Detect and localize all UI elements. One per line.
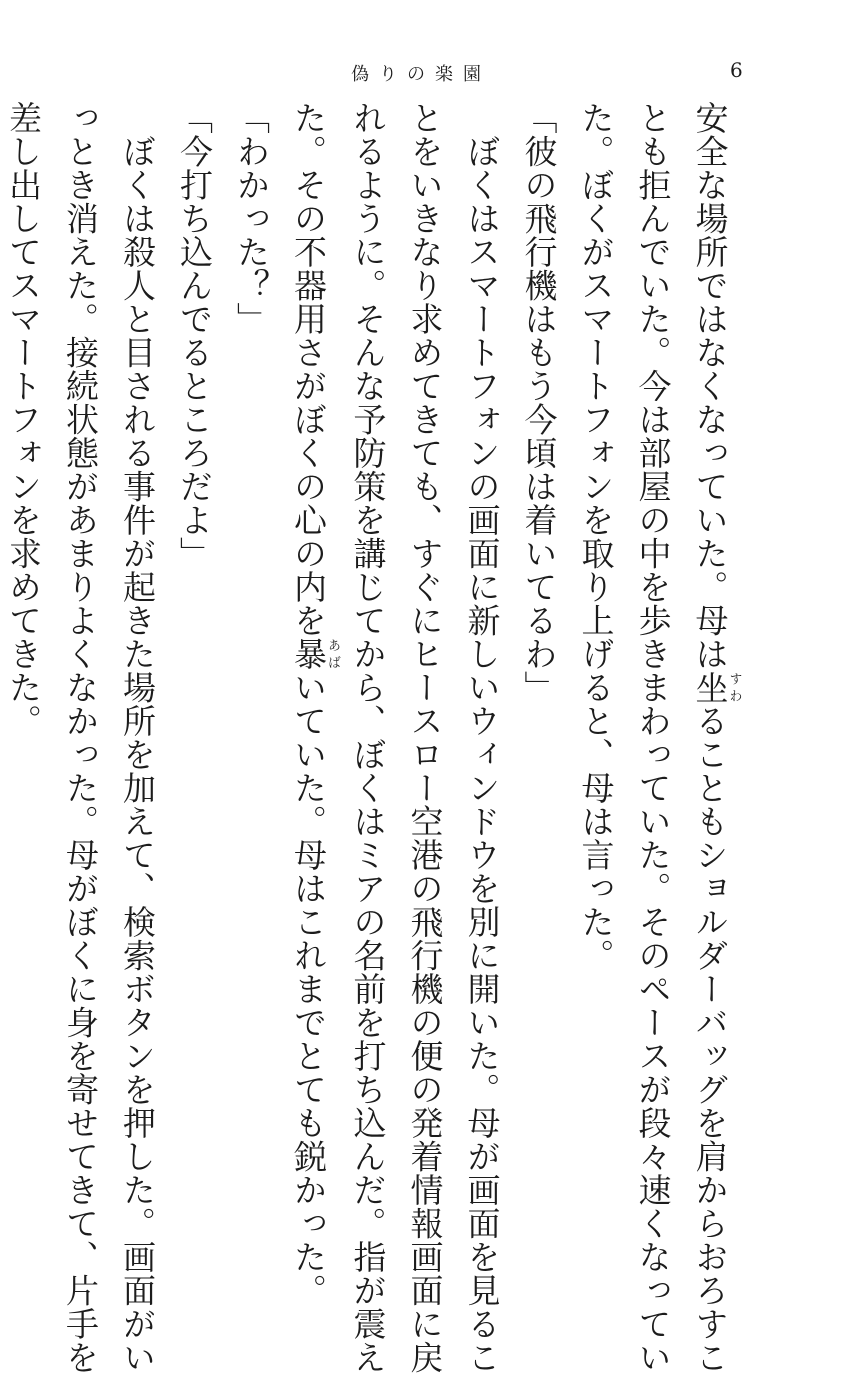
text-line: 差し出してスマートフォンを求めてきた。 (4, 101, 43, 738)
ruby-reading: あば (325, 637, 340, 671)
text-line: 「今打ち込んでるところだよ」 (175, 101, 214, 570)
ruby-base: 暴 (289, 637, 328, 671)
page-number: 6 (730, 58, 743, 82)
furigana-ruby (289, 637, 340, 671)
text-line: とも拒んでいた。今は部屋の中を歩きまわっていた。そのペースが段々速くなってい (633, 101, 673, 1374)
text-line: た。ぼくがスマートフォンを取り上げると、母は言った。 (576, 101, 616, 972)
text-line-end: いていた。母はこれまでとても鋭かった。 (289, 670, 328, 1307)
text-line: れるように。そんな予防策を講じてから、ぼくはミアの名前を打ち込んだ。指が震え (348, 101, 388, 1374)
ruby-reading: すわ (726, 670, 742, 704)
ruby-base: 坐 (690, 670, 730, 704)
text-line-start: た。その不器用さがぼくの心の内を (289, 101, 328, 637)
furigana-ruby (690, 670, 742, 705)
running-title: 偽りの楽園 (351, 64, 491, 85)
text-line (280, 101, 340, 1307)
text-line: とをいきなり求めてきても、すぐにヒースロー空港の飛行機の便の発着情報画面に戻 (405, 101, 445, 1374)
text-line-end: ることもショルダーバッグを肩からおろすこ (690, 704, 730, 1374)
text-line: っとき消えた。接続状態があまりよくなかった。母がぼくに身を寄せてきて、片手を (61, 101, 100, 1374)
text-line: ぼくは殺人と目される事件が起きた場所を加えて、検索ボタンを押した。画面がい (118, 101, 157, 1374)
text-line: ぼくはスマートフォンの画面に新しいウィンドウを別に開いた。母が画面を見るこ (462, 101, 502, 1374)
text-line-start: 安全な場所ではなくなっていた。母は (690, 101, 730, 671)
vertical-body-text (0, 101, 742, 1374)
text-line: 「わかった？」 (232, 101, 271, 336)
text-line: 「彼の飛行機はもう今頃は着いてるわ」 (519, 101, 559, 704)
text-line (682, 101, 742, 1374)
